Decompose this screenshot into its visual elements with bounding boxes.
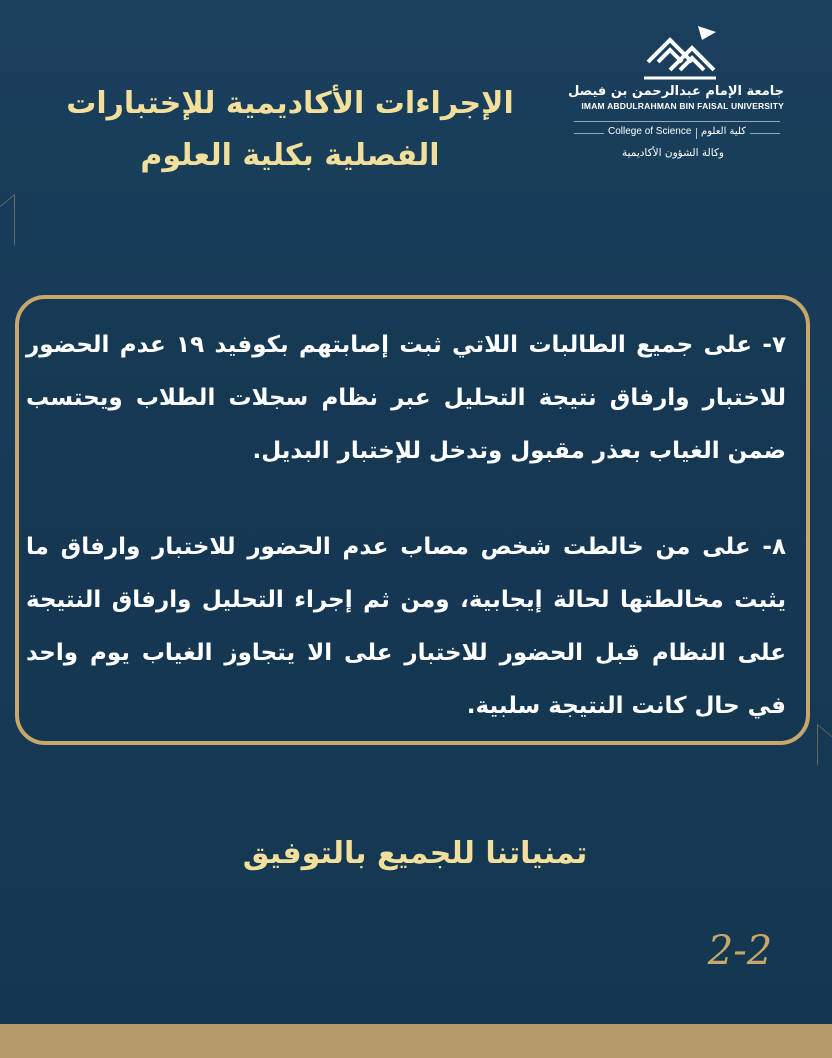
deanship-name: وكالة الشؤون الأكاديمية — [621, 147, 724, 159]
item-text: على من خالطت شخص مصاب عدم الحضور للاختبار وارفاق ما يثبت مخالطتها لحالة إيجابية، ومن ثم إجراء التحليل وارفاق النتيجة على النظام قبل الحضور للاختبار على الا يتجاوز الغياب يوم واحد في حال كانت النتيجة سلبية. — [26, 534, 786, 719]
divider — [750, 133, 780, 134]
page-title — [40, 78, 540, 182]
procedure-item-7 — [26, 319, 786, 478]
procedure-item-8 — [26, 521, 786, 733]
decorative-accent-right — [817, 724, 832, 778]
item-text: على جميع الطالبات اللاتي ثبت إصابتهم بكوفيد ١٩ عدم الحضور للاختبار وارفاق نتيجة التحليل عبر نظام سجلات الطلاب ويحتسب ضمن الغياب بعذر مقبول وتدخل للإختبار البديل. — [26, 332, 786, 464]
closing-message: تمنياتنا للجميع بالتوفيق — [242, 836, 588, 871]
divider — [696, 128, 697, 139]
item-number: ٨- — [762, 534, 786, 560]
divider — [574, 121, 780, 122]
college-name-english: College of Science — [608, 126, 692, 137]
page-indicator: 2-2 — [707, 928, 773, 974]
item-number: ٧- — [762, 332, 786, 358]
content-frame — [15, 295, 810, 745]
divider — [574, 133, 604, 134]
title-line-1: الإجراءات الأكاديمية للإختبارات — [66, 86, 514, 121]
decorative-accent-left — [0, 194, 15, 258]
title-line-2: الفصلية بكلية العلوم — [140, 138, 440, 173]
college-row — [570, 125, 784, 143]
university-name-arabic: جامعة الإمام عبدالرحمن بن فيصل — [568, 84, 784, 99]
university-crest-icon — [640, 22, 720, 92]
college-name-arabic: كلية العلوم — [701, 126, 746, 137]
university-name-english: IMAM ABDULRAHMAN BIN FAISAL UNIVERSITY — [581, 101, 784, 111]
bottom-band — [0, 1024, 832, 1058]
